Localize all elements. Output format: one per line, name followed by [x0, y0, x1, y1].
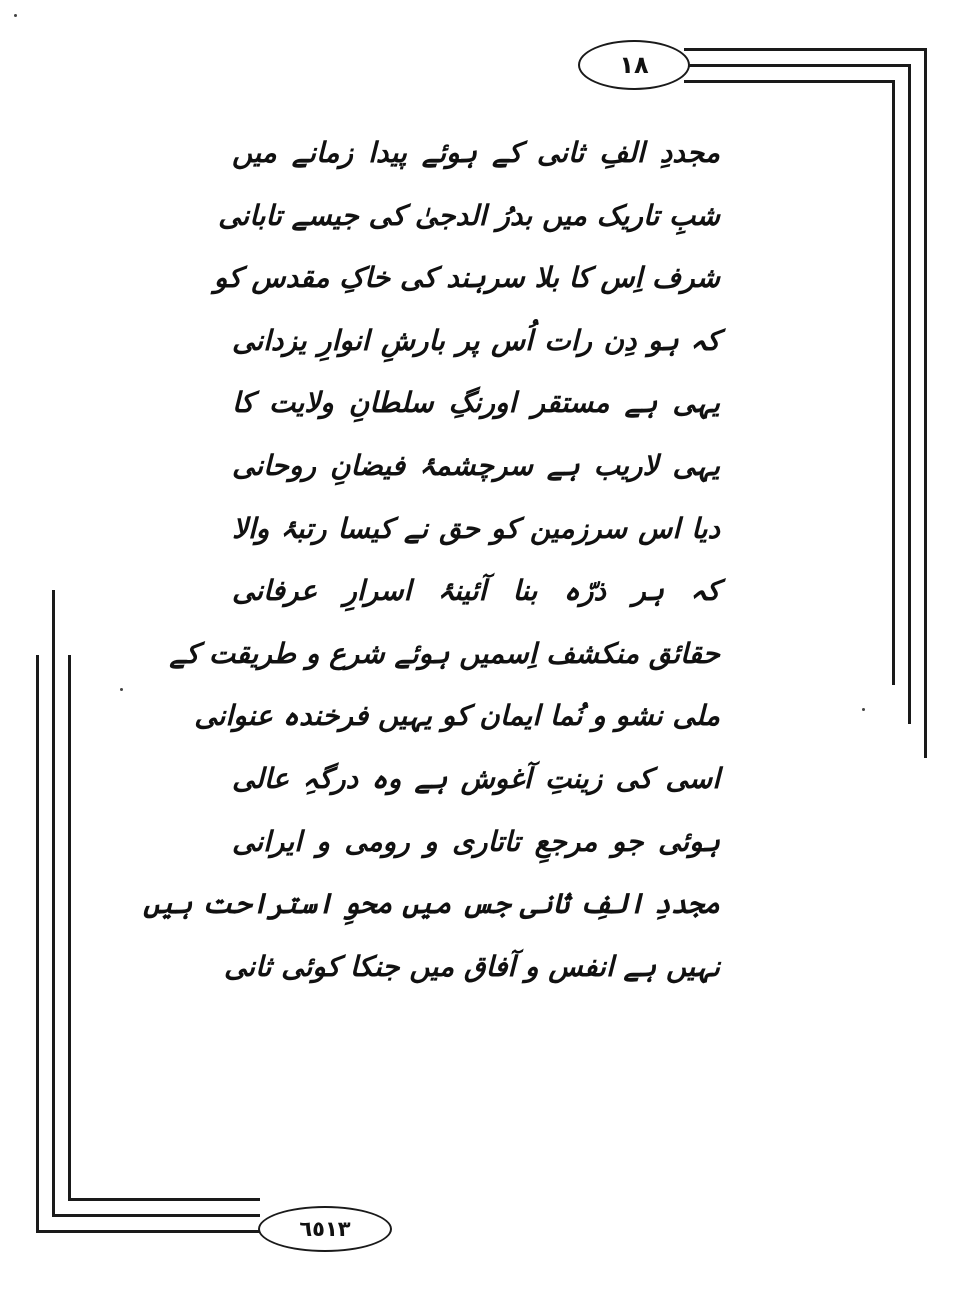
- footer-code-badge: [258, 1206, 392, 1252]
- verse-line: یہی لاریب ہے سرچشمۂ فیضانِ روحانی: [232, 448, 720, 482]
- border-right-line-3: [892, 80, 895, 685]
- poem-body: [143, 122, 721, 1202]
- border-left-line-2: [52, 590, 55, 1217]
- border-bottom-line-1: [36, 1230, 260, 1233]
- verse-line: کہ ہو دِن رات اُس پر بارشِ انوارِ یزدانی: [232, 323, 720, 357]
- verse-line: نہیں ہے انفس و آفاق میں جنکا کوئی ثانی: [223, 949, 720, 983]
- verse-line: مجددِ الفِ ثانی کے ہوئے پیدا زمانے میں: [232, 136, 720, 169]
- verse-line: حقائق منکشف اِسمیں ہوئے شرع و طریقت کے: [169, 636, 720, 670]
- scan-speck: [14, 14, 17, 17]
- verse-line: شرف اِس کا بلا سرہند کی خاکِ مقدس کو: [213, 261, 720, 295]
- border-right-line-1: [924, 48, 927, 758]
- scan-speck: [120, 688, 123, 691]
- border-left-line-3: [68, 655, 71, 1201]
- verse-line: شبِ تاریک میں بدرُ الدجیٰ کی جیسے تابانی: [218, 198, 720, 232]
- border-left-line-1: [36, 655, 39, 1233]
- border-top-line-1: [684, 48, 926, 51]
- border-bottom-line-2: [52, 1214, 260, 1217]
- verse-line: یہی ہے مستقر اورنگِ سلطانِ ولایت کا: [232, 386, 720, 420]
- footer-code: ٦٥١٣: [299, 1217, 351, 1241]
- border-top-line-2: [684, 64, 910, 67]
- page-number: ١٨: [619, 51, 649, 79]
- border-top-line-3: [684, 80, 894, 83]
- verse-line: ہوئی جو مرجعِ تاتاری و رومی و ایرانی: [232, 824, 721, 858]
- verse-line: دیا اس سرزمین کو حق نے کیسا رتبۂ والا: [232, 511, 720, 545]
- verse-line: مجددِ الفِ ثانی جس میں محوِ استراحت ہیں: [143, 887, 720, 921]
- scan-speck: [862, 708, 865, 711]
- verse-line: اسی کی زینتِ آغوش ہے وہ درگہِ عالی: [232, 761, 720, 795]
- verse-line: ملی نشو و نُما ایمان کو یہیں فرخندہ عنوانی: [194, 699, 720, 733]
- verse-line: کہ ہر ذرّہ بنا آئینۂ اسرارِ عرفانی: [232, 574, 720, 608]
- page-number-badge: [578, 40, 690, 90]
- border-right-line-2: [908, 64, 911, 724]
